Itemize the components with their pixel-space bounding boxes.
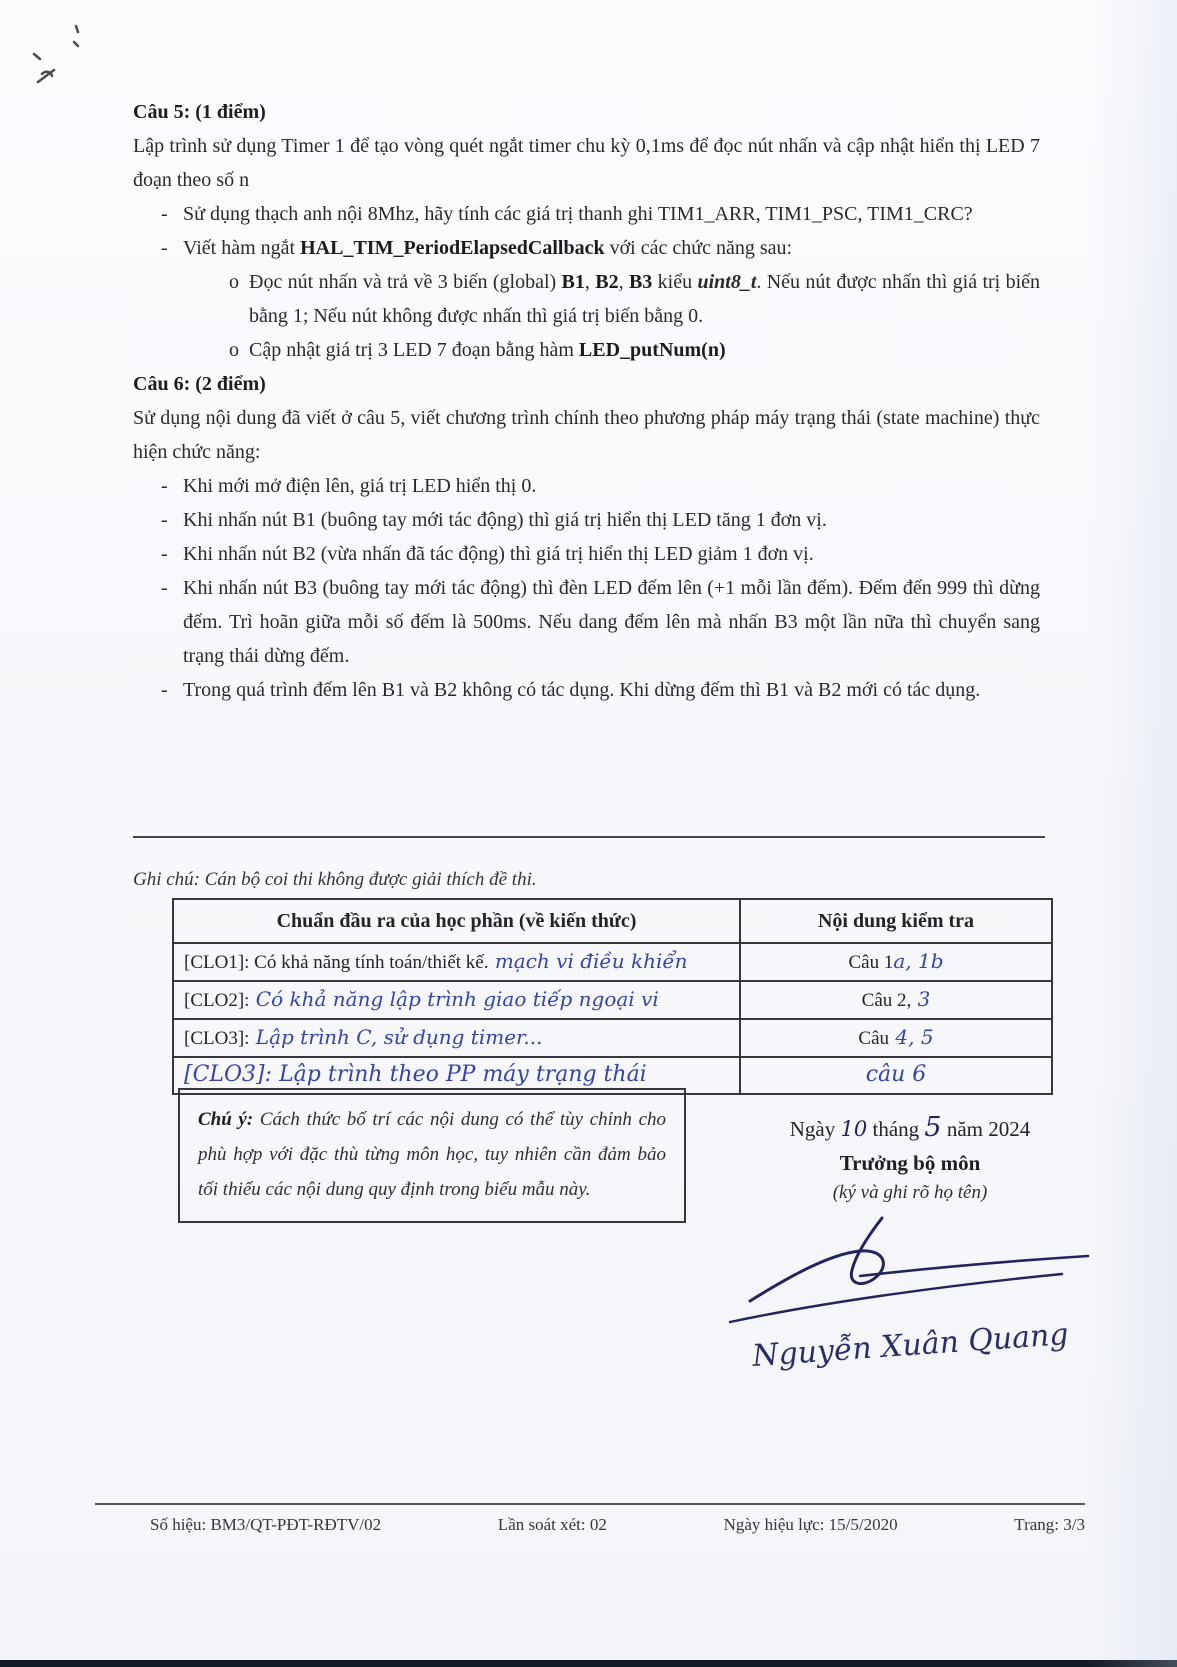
table-row [173,943,1052,981]
exam-body [133,95,1040,707]
sub-bullet-item [133,265,1040,333]
clo-cell [173,943,740,981]
pen-scribble-icon [14,8,134,98]
bullet-text: Khi nhấn nút B1 (buông tay mới tác động) thì giá trị hiển thị LED tăng 1 đơn vị. [183,509,827,531]
horizontal-rule [133,836,1045,838]
scan-edge-bar [0,1660,1177,1667]
date-prefix: Ngày [789,1117,836,1141]
bullet-item [133,197,1040,231]
clo-cell [173,981,740,1019]
exam-cell [740,1019,1052,1057]
department-head-title: Trưởng bộ môn [839,1151,981,1175]
sub-bullet-item [133,333,1040,367]
bullet-text: Trong quá trình đếm lên B1 và B2 không có tác dụng. Khi dừng đếm thì B1 và B2 mới có tác dụng. [183,679,981,701]
signature-block [690,1112,1130,1375]
date-middle: tháng [872,1117,920,1141]
text-segment-bold-italic: uint8_t [697,271,757,293]
dash-marker: - [161,203,168,225]
question5-heading: Câu 5: (1 điểm) [133,101,266,123]
exam-column-header: Nội dung kiểm tra [740,899,1052,943]
text-segment: , [618,271,629,293]
table-row [173,1019,1052,1057]
sign-instruction: (ký và ghi rõ họ tên) [832,1182,988,1203]
bullet-item [133,231,1040,265]
invigilator-note: Ghi chú: Cán bộ coi thi không được giải thích đề thi. [133,869,537,890]
circle-marker: o [229,271,239,293]
handwritten-month: 5 [924,1112,942,1143]
dash-marker: - [161,475,168,497]
dash-marker: - [161,577,168,599]
handwritten-text: câu 6 [865,1062,927,1087]
document-footer [150,1515,1085,1535]
notice-text: Cách thức bố trí các nội dung có thể tùy chỉnh cho phù hợp với đặc thù từng môn học, tuy nhiên cần đảm bảo tối thiểu các nội dung quy định trong biểu mẫu này. [198,1109,666,1200]
question6-intro: Sử dụng nội dung đã viết ở câu 5, viết chương trình chính theo phương pháp máy trạng thái (state machine) thực hiện chức năng: [133,407,1040,463]
bullet-text [249,333,1040,367]
bullet-text: Khi nhấn nút B2 (vừa nhấn đã tác động) thì giá trị hiển thị LED giảm 1 đơn vị. [183,543,814,565]
date-line [690,1112,1130,1143]
handwritten-text: mạch vi điều khiển [488,949,688,973]
text-segment: , [584,271,596,293]
printed-text: Câu 1 [848,952,894,973]
dash-marker: - [161,543,168,565]
text-segment: kiểu [652,271,698,293]
bullet-item [133,469,1040,503]
bullet-item [133,503,1040,537]
text-segment: Cập nhật giá trị 3 LED 7 đoạn bằng hàm [249,339,579,361]
bullet-item [133,571,1040,673]
footer-page-number: Trang: 3/3 [1014,1515,1085,1534]
text-segment: Đọc nút nhấn và trả về 3 biến (global) [249,271,562,293]
text-segment-bold: B3 [628,271,653,293]
printed-text: Câu 2, [861,990,912,1011]
footer-revision: Lần soát xét: 02 [497,1515,607,1534]
text-segment: . Nếu nút được nhấn thì giá trị biến bằng 1; Nếu nút không được nhấn thì giá trị biến bằng 0. [249,271,1041,327]
dash-marker: - [161,679,168,701]
handwritten-text: [CLO3]: Lập trình theo PP máy trạng thái [184,1062,647,1087]
dash-marker: - [161,509,168,531]
signer-name: Nguyễn Xuân Quang [750,1316,1070,1375]
footer-effective-date: Ngày hiệu lực: 15/5/2020 [723,1515,898,1534]
printed-text: [CLO2]: [184,990,250,1011]
bullet-item [133,673,1040,707]
bullet-text [183,231,1040,265]
table-header-row [173,899,1052,943]
handwritten-text: 3 [911,987,931,1011]
notice-box [178,1088,686,1223]
footer-rule [95,1503,1085,1505]
bullet-item [133,537,1040,571]
table-row [173,981,1052,1019]
handwritten-text: Lập trình C, sử dụng timer... [249,1025,543,1049]
bullet-text [249,265,1040,333]
clo-cell [173,1019,740,1057]
text-segment-bold: HAL_TIM_PeriodElapsedCallback [300,237,605,259]
bullet-text: Sử dụng thạch anh nội 8Mhz, hãy tính các giá trị thanh ghi TIM1_ARR, TIM1_PSC, TIM1_CRC? [183,203,973,225]
question6-heading: Câu 6: (2 điểm) [133,373,266,395]
handwritten-text: 4, 5 [889,1025,934,1049]
text-segment-bold: B1 [561,271,585,293]
dash-marker: - [161,237,168,259]
outcome-column-header: Chuẩn đầu ra của học phần (về kiến thức) [173,899,740,943]
handwritten-day: 10 [840,1117,868,1141]
exam-cell [740,1057,1052,1094]
exam-cell [740,943,1052,981]
printed-text: [CLO1]: Có khả năng tính toán/thiết kế. [184,952,489,973]
bullet-text: Khi nhấn nút B3 (buông tay mới tác động) thì đèn LED đếm lên (+1 mỗi lần đếm). Đếm đến 999 thì dừng đếm. Trì hoãn giữa mỗi số đếm là 500ms. Nếu dang đếm lên mà nhấn B3 một lần nữa thì chuyển sang trạng thái dừng đếm. [183,577,1040,667]
notice-label: Chú ý: [198,1109,254,1130]
signature-scribble-icon [710,1206,1110,1336]
question5-intro: Lập trình sử dụng Timer 1 để tạo vòng quét ngắt timer chu kỳ 0,1ms để đọc nút nhấn và cập nhật hiển thị LED 7 đoạn theo số n [133,135,1040,191]
handwritten-text: Có khả năng lập trình giao tiếp ngoại vi [249,987,659,1011]
learning-outcomes-table [172,898,1053,1095]
footer-doc-code: Số hiệu: BM3/QT-PĐT-RĐTV/02 [150,1515,382,1534]
text-segment-bold: LED_putNum(n) [578,339,726,361]
text-segment-bold: B2 [595,271,619,293]
circle-marker: o [229,339,239,361]
text-segment: với các chức năng sau: [604,237,793,259]
bullet-text: Khi mới mở điện lên, giá trị LED hiển thị 0. [183,475,537,497]
handwritten-text: a, 1b [893,949,944,973]
text-segment: Viết hàm ngắt [183,237,301,259]
printed-text: [CLO3]: [184,1028,250,1049]
printed-text: Câu [858,1028,890,1049]
date-suffix: năm 2024 [946,1117,1031,1141]
exam-cell [740,981,1052,1019]
